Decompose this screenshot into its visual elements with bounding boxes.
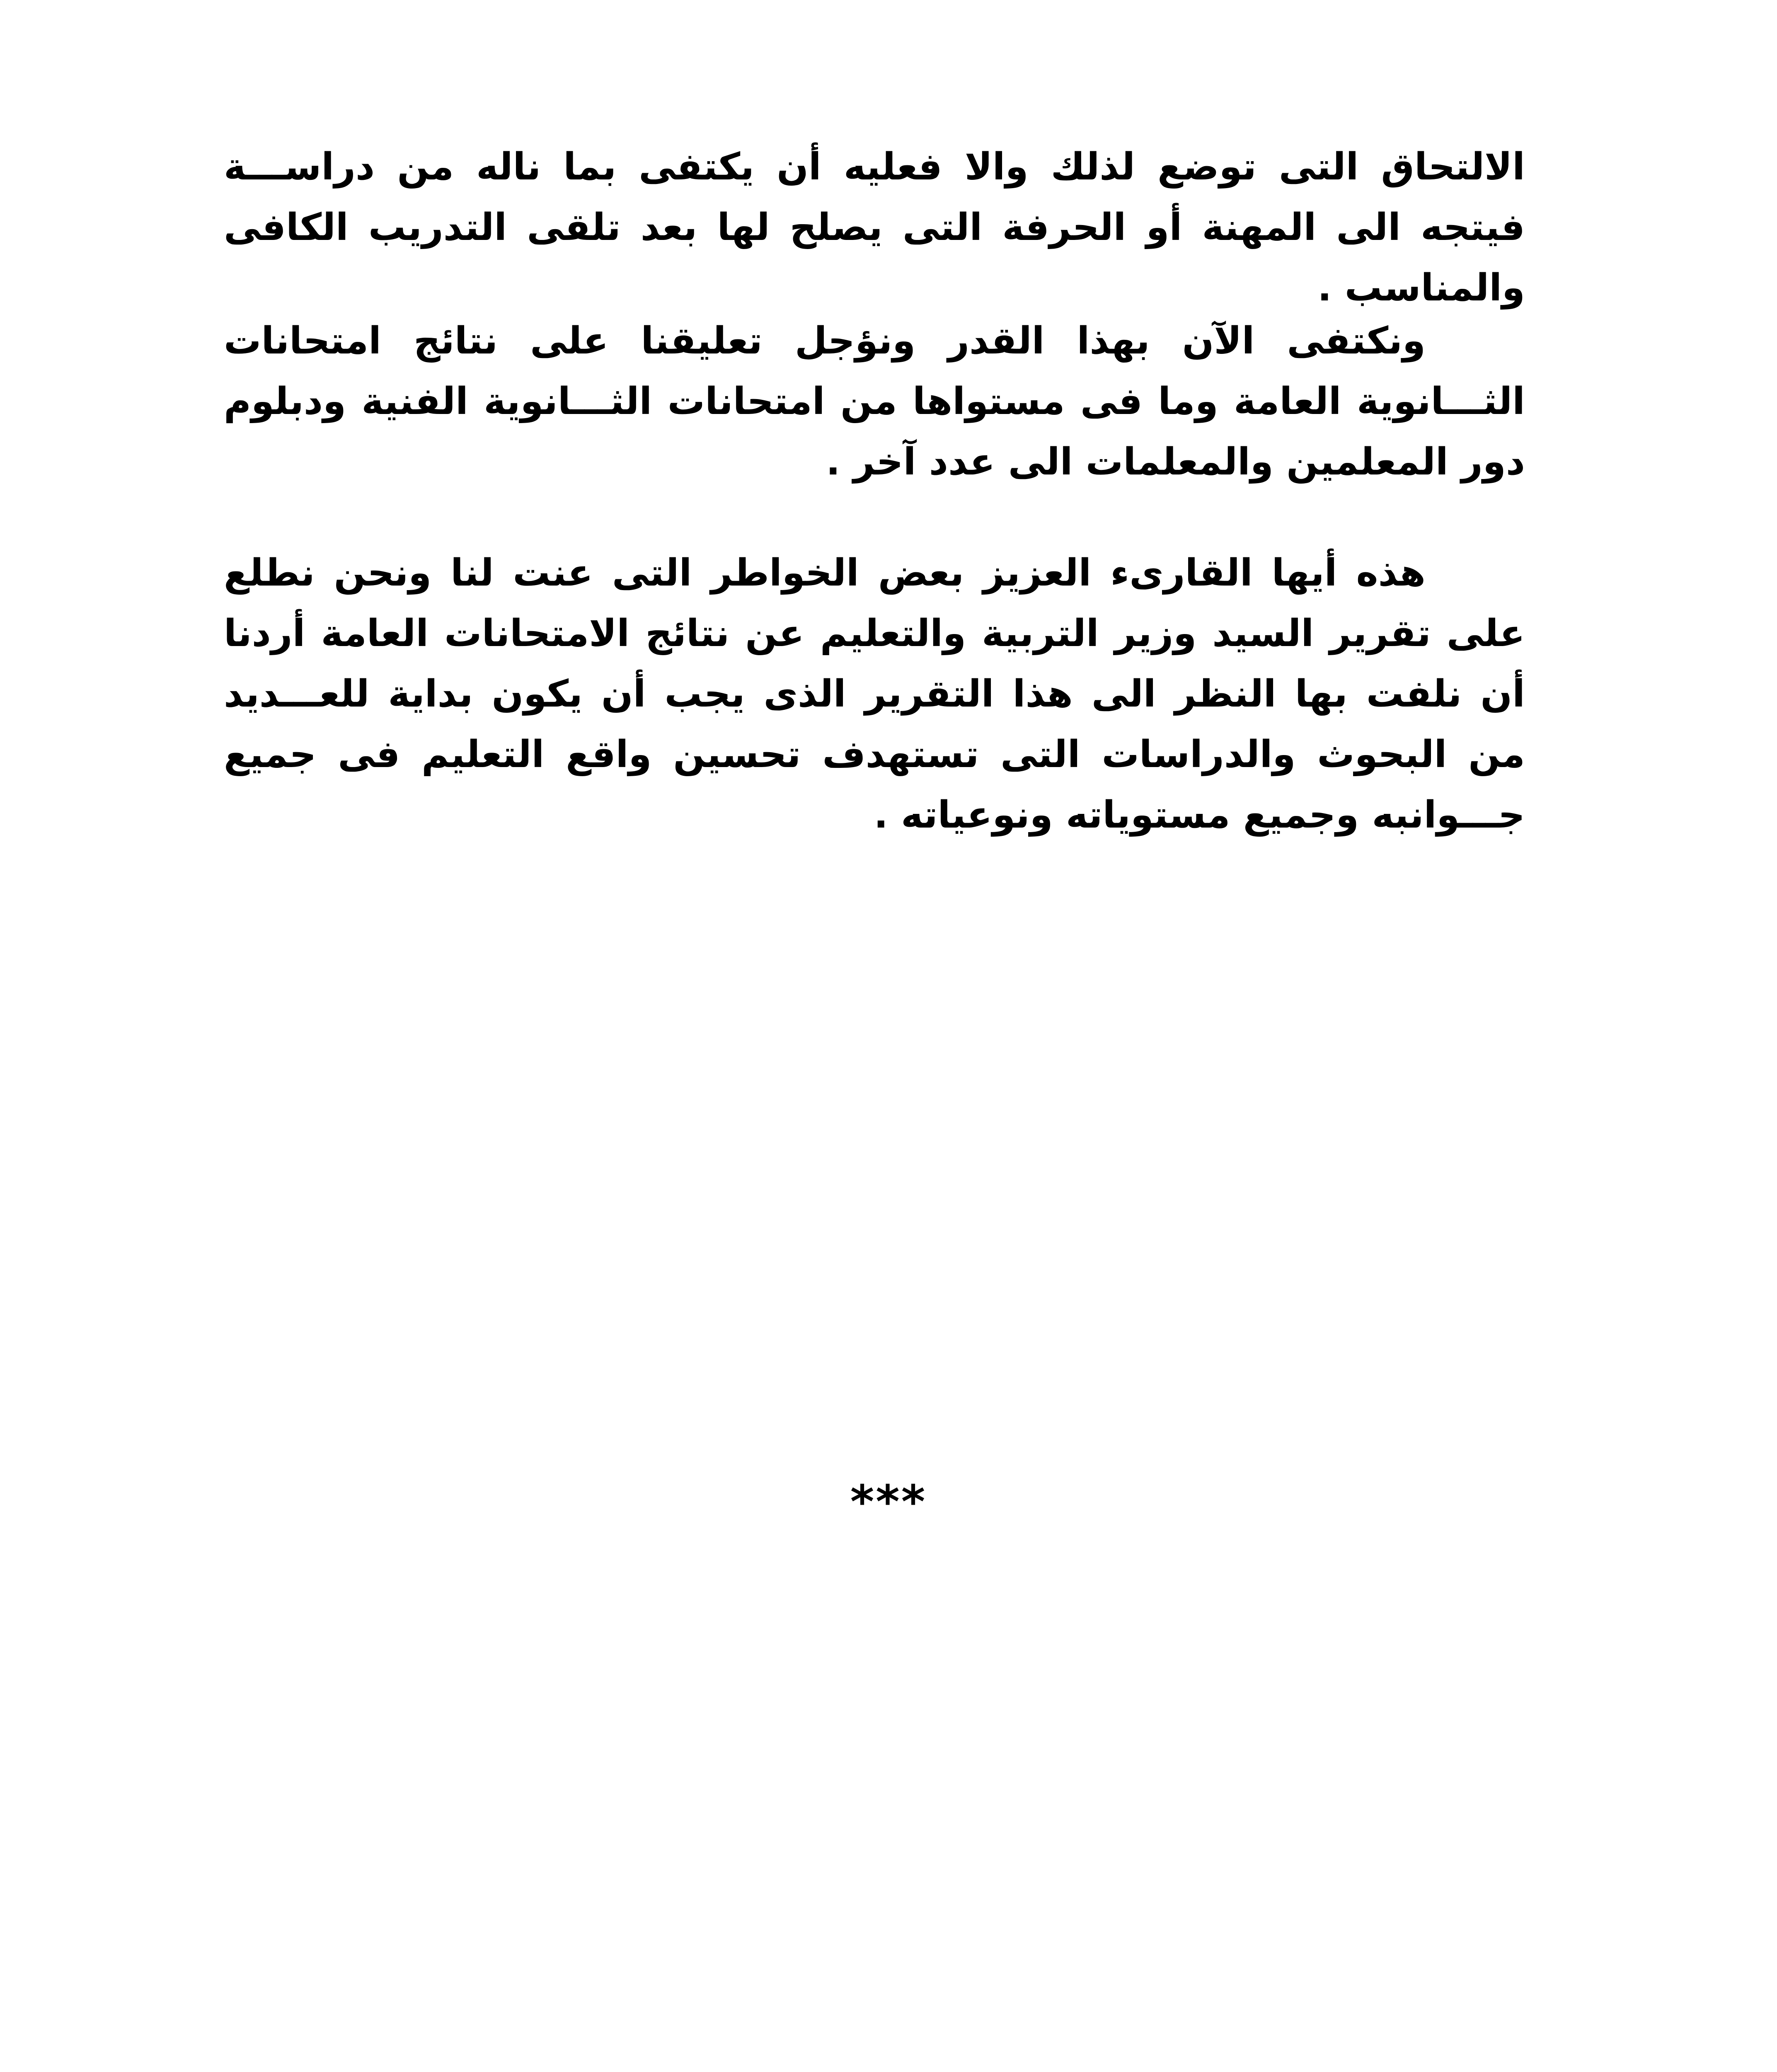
section-separator: *** bbox=[850, 1475, 927, 1528]
paragraph-2: ونكتفى الآن بهذا القدر ونؤجل تعليقنا على نتائج امتحانات الثـــانوية العامة وما فى مستواها من امتحانات الثـــانوية الفنية ودبلوم دور المعلمين والمعلمات الى عدد آخر . bbox=[224, 319, 1525, 484]
paragraph-1: الالتحاق التى توضع لذلك والا فعليه أن يكتفى بما ناله من دراســـة فيتجه الى المهنة أو الحرفة التى يصلح لها بعد تلقى التدريب الكافى والمناسب . bbox=[224, 145, 1525, 310]
paragraph-3: هذه أيها القارىء العزيز بعض الخواطر التى عنت لنا ونحن نطلع على تقرير السيد وزير التربية والتعليم عن نتائج الامتحانات العامة أردنا أن نلفت بها النظر الى هذا التقرير الذى يجب أن يكون بداية للعـــديد من البحوث والدراسات التى تستهدف تحسين واقع التعليم فى جميع جـــوانبه وجميع مستوياته ونوعياته . bbox=[224, 551, 1525, 837]
